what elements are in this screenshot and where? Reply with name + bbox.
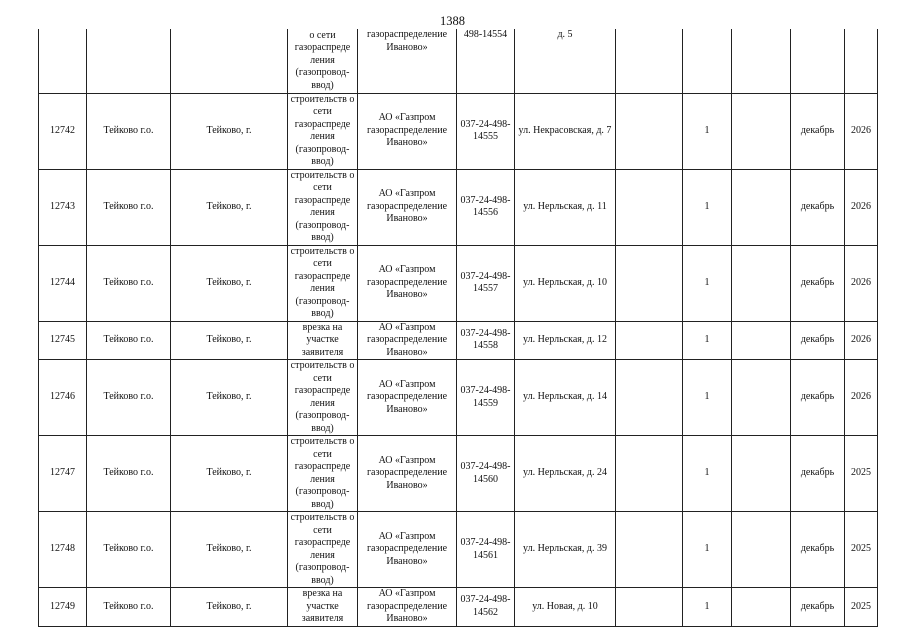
table-row [39, 93, 878, 169]
cell-empty [616, 245, 683, 321]
cell-id: 12744 [39, 245, 87, 321]
cell-year: 2026 [845, 93, 878, 169]
cell-municipality: Тейково г.о. [87, 169, 171, 245]
cell-empty [732, 588, 791, 627]
cell-organization: АО «Газпром газораспределение Иваново» [358, 321, 457, 360]
cell-organization: АО «Газпром газораспределение Иваново» [358, 245, 457, 321]
cell-id: 12746 [39, 360, 87, 436]
cell-address: ул. Нерльская, д. 24 [515, 436, 616, 512]
cell-year: 2025 [845, 512, 878, 588]
cell-empty [732, 360, 791, 436]
cell-year [845, 29, 878, 93]
cell-month: декабрь [791, 436, 845, 512]
cell-address: д. 5 [515, 29, 616, 93]
cell-organization: АО «Газпром газораспределение Иваново» [358, 436, 457, 512]
cell-code: 037-24-498-14561 [457, 512, 515, 588]
cell-count: 1 [683, 436, 732, 512]
cell-id: 12749 [39, 588, 87, 627]
cell-locality: Тейково, г. [171, 436, 288, 512]
cell-work-type: строительств о сети газораспреде ления (газопровод-ввод) [288, 169, 358, 245]
cell-code: 037-24-498-14556 [457, 169, 515, 245]
cell-empty [732, 245, 791, 321]
cell-count: 1 [683, 93, 732, 169]
cell-work-type: строительств о сети газораспреде ления (газопровод-ввод) [288, 93, 358, 169]
table-row [39, 321, 878, 360]
cell-month: декабрь [791, 321, 845, 360]
cell-address: ул. Нерльская, д. 11 [515, 169, 616, 245]
cell-address: ул. Нерльская, д. 14 [515, 360, 616, 436]
cell-locality: Тейково, г. [171, 321, 288, 360]
cell-code: 037-24-498-14557 [457, 245, 515, 321]
cell-id: 12747 [39, 436, 87, 512]
cell-address: ул. Нерльская, д. 10 [515, 245, 616, 321]
cell-empty [616, 360, 683, 436]
table-row [39, 360, 878, 436]
cell-work-type: о сети газораспреде ления (газопровод-ввод) [288, 29, 358, 93]
cell-empty [732, 436, 791, 512]
table-row [39, 512, 878, 588]
cell-count: 1 [683, 588, 732, 627]
cell-organization: АО «Газпром газораспределение Иваново» [358, 512, 457, 588]
cell-organization: газораспределение Иваново» [358, 29, 457, 93]
cell-empty [616, 588, 683, 627]
cell-work-type: строительств о сети газораспреде ления (газопровод-ввод) [288, 512, 358, 588]
table-row [39, 588, 878, 627]
cell-locality: Тейково, г. [171, 169, 288, 245]
cell-municipality: Тейково г.о. [87, 436, 171, 512]
cell-year: 2025 [845, 588, 878, 627]
cell-empty [732, 29, 791, 93]
cell-code: 037-24-498-14560 [457, 436, 515, 512]
cell-count: 1 [683, 360, 732, 436]
cell-address: ул. Нерльская, д. 12 [515, 321, 616, 360]
cell-month: декабрь [791, 245, 845, 321]
cell-address: ул. Нерльская, д. 39 [515, 512, 616, 588]
cell-year: 2026 [845, 245, 878, 321]
cell-address: ул. Новая, д. 10 [515, 588, 616, 627]
cell-empty [616, 321, 683, 360]
cell-id: 12742 [39, 93, 87, 169]
cell-work-type: строительств о сети газораспреде ления (газопровод-ввод) [288, 436, 358, 512]
cell-locality: Тейково, г. [171, 360, 288, 436]
cell-empty [732, 93, 791, 169]
cell-count: 1 [683, 169, 732, 245]
cell-address: ул. Некрасовская, д. 7 [515, 93, 616, 169]
cell-locality: Тейково, г. [171, 93, 288, 169]
cell-empty [616, 512, 683, 588]
cell-empty [616, 169, 683, 245]
cell-id [39, 29, 87, 93]
cell-month: декабрь [791, 512, 845, 588]
cell-municipality: Тейково г.о. [87, 588, 171, 627]
cell-municipality: Тейково г.о. [87, 245, 171, 321]
cell-locality [171, 29, 288, 93]
cell-work-type: врезка на участке заявителя [288, 588, 358, 627]
cell-month [791, 29, 845, 93]
cell-empty [732, 321, 791, 360]
cell-year: 2025 [845, 436, 878, 512]
cell-count: 1 [683, 321, 732, 360]
cell-organization: АО «Газпром газораспределение Иваново» [358, 169, 457, 245]
cell-code: 498-14554 [457, 29, 515, 93]
cell-organization: АО «Газпром газораспределение Иваново» [358, 93, 457, 169]
cell-work-type: строительств о сети газораспреде ления (газопровод-ввод) [288, 360, 358, 436]
cell-municipality [87, 29, 171, 93]
table-row [39, 436, 878, 512]
cell-municipality: Тейково г.о. [87, 512, 171, 588]
cell-organization: АО «Газпром газораспределение Иваново» [358, 588, 457, 627]
page-number: 1388 [440, 14, 465, 28]
cell-organization: АО «Газпром газораспределение Иваново» [358, 360, 457, 436]
cell-locality: Тейково, г. [171, 245, 288, 321]
cell-code: 037-24-498-14559 [457, 360, 515, 436]
cell-code: 037-24-498-14562 [457, 588, 515, 627]
cell-empty [616, 29, 683, 93]
gas-connection-table [38, 29, 878, 627]
cell-locality: Тейково, г. [171, 512, 288, 588]
continuation-row [39, 29, 878, 93]
cell-empty [616, 93, 683, 169]
table-row [39, 169, 878, 245]
cell-municipality: Тейково г.о. [87, 93, 171, 169]
cell-work-type: врезка на участке заявителя [288, 321, 358, 360]
cell-month: декабрь [791, 169, 845, 245]
cell-year: 2026 [845, 360, 878, 436]
cell-id: 12748 [39, 512, 87, 588]
cell-id: 12743 [39, 169, 87, 245]
cell-empty [732, 512, 791, 588]
cell-work-type: строительств о сети газораспреде ления (газопровод-ввод) [288, 245, 358, 321]
cell-code: 037-24-498-14558 [457, 321, 515, 360]
cell-count: 1 [683, 245, 732, 321]
cell-locality: Тейково, г. [171, 588, 288, 627]
cell-empty [616, 436, 683, 512]
cell-month: декабрь [791, 360, 845, 436]
cell-month: декабрь [791, 588, 845, 627]
cell-municipality: Тейково г.о. [87, 321, 171, 360]
cell-year: 2026 [845, 169, 878, 245]
cell-municipality: Тейково г.о. [87, 360, 171, 436]
table-row [39, 245, 878, 321]
cell-month: декабрь [791, 93, 845, 169]
cell-empty [732, 169, 791, 245]
cell-id: 12745 [39, 321, 87, 360]
cell-code: 037-24-498-14555 [457, 93, 515, 169]
cell-count: 1 [683, 512, 732, 588]
cell-count [683, 29, 732, 93]
cell-year: 2026 [845, 321, 878, 360]
